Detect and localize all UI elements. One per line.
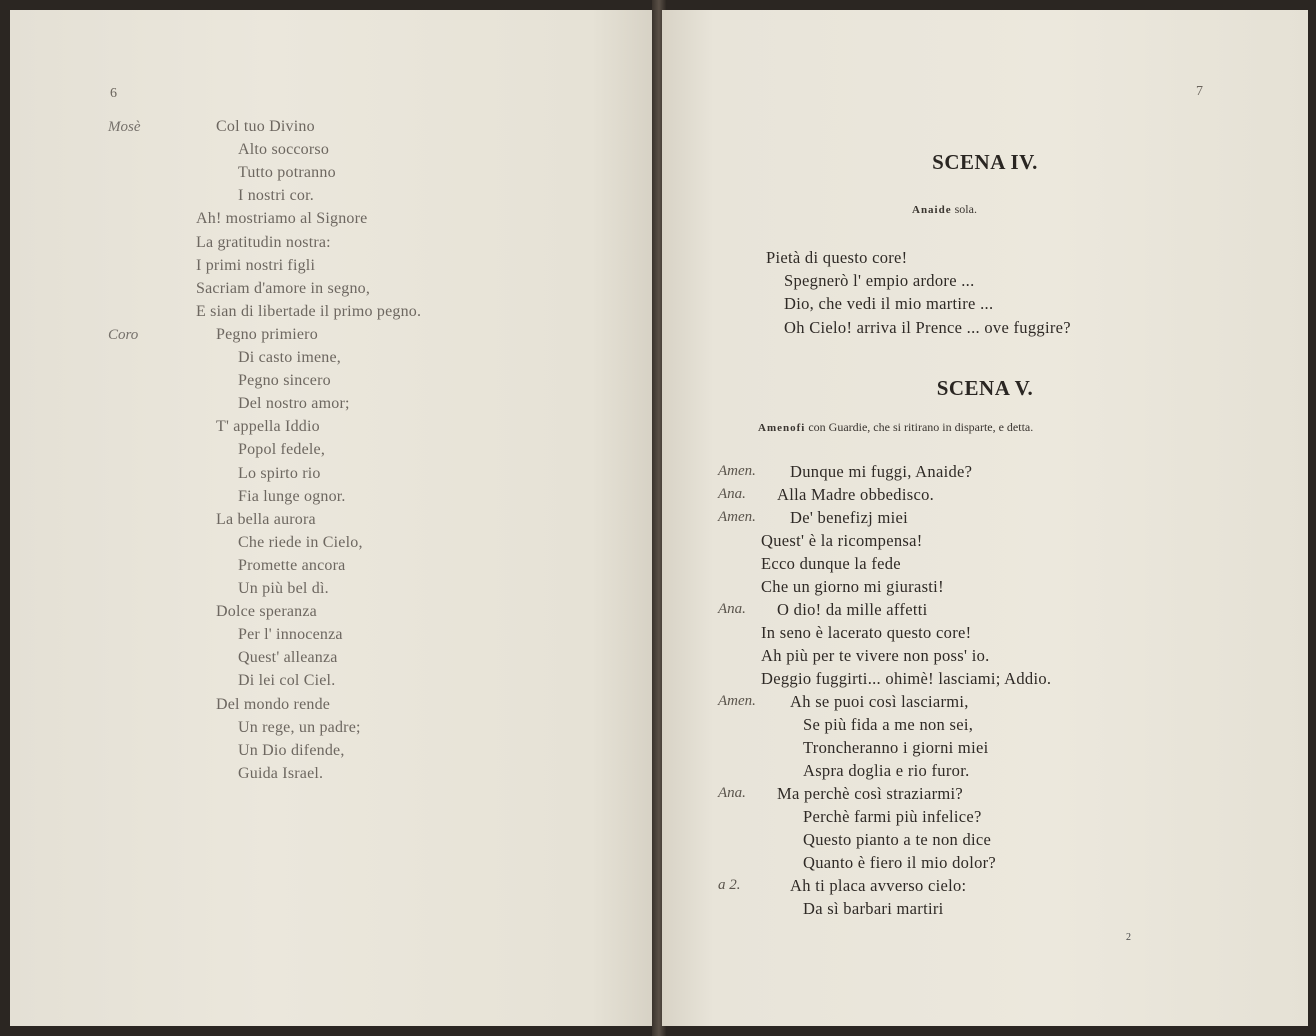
verse-line: Ah! mostriamo al Signore bbox=[196, 210, 368, 228]
verse-line: I primi nostri figli bbox=[196, 256, 316, 274]
verse-line: Quest' è la ricompensa! bbox=[761, 531, 923, 550]
verse-line: Pegno sincero bbox=[238, 372, 331, 390]
verse-line: Ah se puoi così lasciarmi, bbox=[790, 692, 969, 711]
verse-line: In seno è lacerato questo core! bbox=[761, 623, 972, 642]
page-number-right: 7 bbox=[1196, 84, 1203, 99]
verse-line: Dunque mi fuggi, Anaide? bbox=[790, 462, 973, 481]
speaker-label: Amen. bbox=[718, 463, 756, 479]
verse-line: Di casto imene, bbox=[238, 349, 341, 366]
scene-4-title: SCENA IV. bbox=[932, 150, 1038, 174]
verse-line: Sacriam d'amore in segno, bbox=[196, 279, 371, 297]
verse-line: T' appella Iddio bbox=[216, 418, 320, 436]
speaker-label: Amen. bbox=[718, 693, 756, 709]
verse-line: Fia lunge ognor. bbox=[238, 487, 346, 505]
verse-line: Dio, che vedi il mio martire ... bbox=[784, 294, 994, 314]
verse-line: Oh Cielo! arriva il Prence ... ove fuggire? bbox=[784, 317, 1071, 337]
verse-line: Pietà di questo core! bbox=[766, 248, 908, 267]
verse-line: Del mondo rende bbox=[216, 695, 331, 713]
verse-line: Quest' alleanza bbox=[238, 649, 338, 667]
verse-line: Di lei col Ciel. bbox=[238, 672, 336, 690]
scene-5-character: Amenofi bbox=[758, 422, 806, 434]
verse-line: Col tuo Divino bbox=[216, 118, 315, 135]
signature-mark: 2 bbox=[1126, 932, 1131, 943]
left-page bbox=[10, 10, 656, 1026]
scene-5-stage-rest: con Guardie, che si ritirano in disparte, e detta. bbox=[808, 420, 1034, 434]
verse-line: I nostri cor. bbox=[238, 187, 314, 205]
verse-line: Deggio fuggirti... ohimè! lasciami; Addio. bbox=[761, 669, 1052, 688]
verse-line: Alla Madre obbedisco. bbox=[777, 485, 935, 504]
verse-line: Quanto è fiero il mio dolor? bbox=[803, 853, 997, 872]
speaker-label: Mosè bbox=[108, 119, 141, 135]
verse-line: Popol fedele, bbox=[238, 441, 326, 459]
verse-line: Lo spirto rio bbox=[238, 464, 321, 482]
speaker-label: Ana. bbox=[718, 785, 746, 801]
verse-line: Ah ti placa avverso cielo: bbox=[790, 876, 967, 895]
page-number-left: 6 bbox=[110, 86, 117, 101]
verse-line: Ah più per te vivere non poss' io. bbox=[761, 646, 990, 665]
verse-line: Promette ancora bbox=[238, 556, 346, 574]
verse-line: Spegnerò l' empio ardore ... bbox=[784, 271, 975, 291]
scene-5-title: SCENA V. bbox=[936, 376, 1034, 400]
verse-line: Dolce speranza bbox=[216, 603, 317, 621]
verse-line: Un rege, un padre; bbox=[238, 718, 361, 736]
verse-line: Pegno primiero bbox=[216, 325, 318, 343]
verse-line: Guida Israel. bbox=[238, 764, 324, 782]
verse-line: Un Dio difende, bbox=[238, 741, 345, 759]
verse-line: Troncheranno i giorni miei bbox=[803, 738, 989, 757]
verse-line: Se più fida a me non sei, bbox=[803, 715, 974, 734]
verse-line: Ma perchè così straziarmi? bbox=[777, 784, 964, 803]
verse-line: Del nostro amor; bbox=[238, 395, 350, 413]
speaker-label: Coro bbox=[108, 326, 139, 343]
verse-line: Questo pianto a te non dice bbox=[803, 830, 992, 849]
verse-line: Un più bel dì. bbox=[238, 580, 329, 597]
speaker-label: Ana. bbox=[718, 601, 746, 617]
right-page bbox=[662, 10, 1308, 1026]
verse-line: O dio! da mille affetti bbox=[777, 600, 928, 619]
scene-4-character: Anaide bbox=[912, 204, 952, 216]
speaker-label: a 2. bbox=[718, 877, 741, 893]
verse-line: Tutto potranno bbox=[238, 164, 336, 182]
verse-line: Aspra doglia e rio furor. bbox=[803, 761, 970, 780]
verse-line: Per l' innocenza bbox=[238, 626, 343, 644]
verse-line: Ecco dunque la fede bbox=[761, 554, 901, 573]
verse-line: E sian di libertade il primo pegno. bbox=[196, 302, 422, 320]
scene-4-stage-rest: sola. bbox=[954, 202, 977, 216]
scene-4-stage-direction bbox=[912, 202, 977, 217]
verse-line: Che un giorno mi giurasti! bbox=[761, 577, 944, 596]
verse-line: Perchè farmi più infelice? bbox=[803, 807, 982, 826]
verse-line: La bella aurora bbox=[216, 510, 316, 528]
scene-5-stage-direction bbox=[758, 420, 1033, 435]
verse-line: Da sì barbari martiri bbox=[803, 899, 944, 918]
verse-line: Che riede in Cielo, bbox=[238, 533, 363, 551]
verse-line: La gratitudin nostra: bbox=[196, 233, 331, 251]
verse-line: De' benefizj miei bbox=[790, 508, 909, 527]
speaker-label: Amen. bbox=[718, 509, 756, 525]
verse-line: Alto soccorso bbox=[238, 141, 330, 159]
speaker-label: Ana. bbox=[718, 486, 746, 502]
